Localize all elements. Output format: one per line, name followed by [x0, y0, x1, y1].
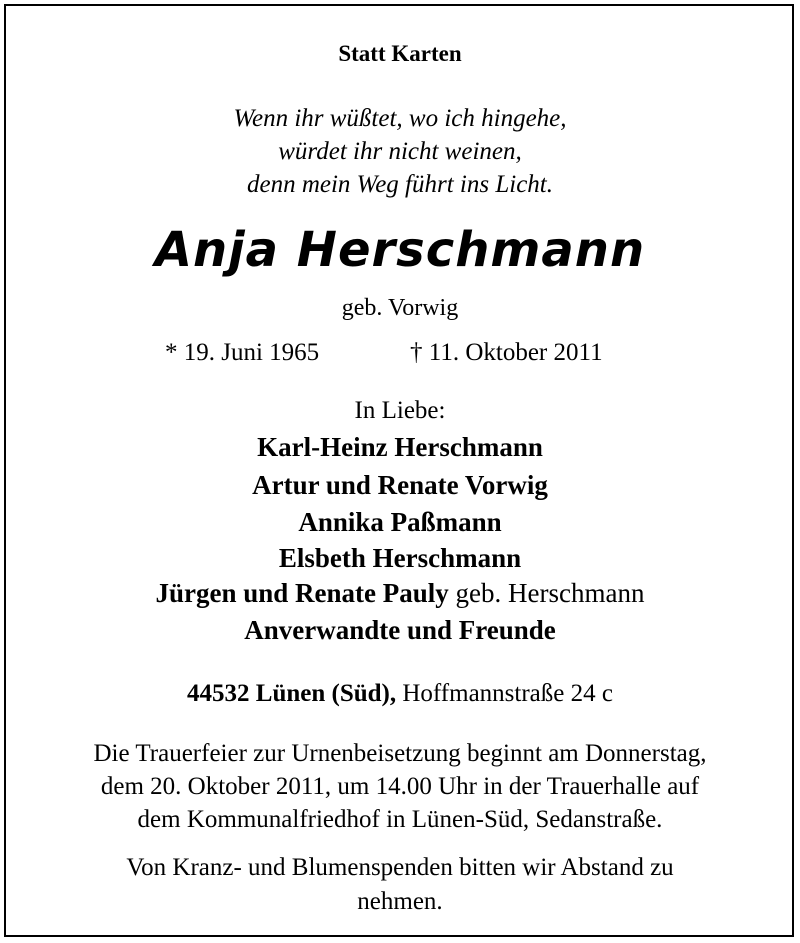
death-date: † 11. Oktober 2011 [410, 339, 603, 366]
birth-date: * 19. Juni 1965 [165, 339, 320, 366]
mourner-name: Elsbeth Herschmann [278, 543, 522, 573]
maiden-name: geb. Vorwig [341, 295, 459, 321]
mourner-name: Artur und Renate Vorwig [252, 470, 548, 500]
address-street: Hoffmannstraße 24 c [396, 680, 613, 707]
ceremony-line-3: dem Kommunalfriedhof in Lünen-Süd, Sedanstraße. [137, 806, 663, 833]
deceased-name: Anja Herschmann [154, 222, 646, 278]
verse-line-1: Wenn ihr wüßtet, wo ich hingehe, [233, 105, 567, 132]
mourners-intro: In Liebe: [354, 397, 446, 424]
mourner-name-with-suffix [0, 580, 800, 607]
verse-line-3: denn mein Weg führt ins Licht. [246, 171, 553, 198]
ceremony-line-2: dem 20. Oktober 2011, um 14.00 Uhr in der Trauerhalle auf [100, 773, 700, 800]
donation-note-line-1: Von Kranz- und Blumenspenden bitten wir Abstand zu [126, 854, 674, 881]
notice-header: Statt Karten [338, 41, 462, 66]
mourner-name: Anverwandte und Freunde [244, 615, 556, 645]
mourner-maiden-suffix: geb. Herschmann [448, 578, 645, 608]
mourner-name: Karl-Heinz Herschmann [257, 432, 543, 462]
ceremony-line-1: Die Trauerfeier zur Urnenbeisetzung beginnt am Donnerstag, [93, 740, 707, 767]
address-city: 44532 Lünen (Süd), [187, 680, 397, 707]
verse-line-2: würdet ihr nicht weinen, [278, 138, 522, 165]
donation-note-line-2: nehmen. [357, 888, 443, 915]
mourner-name: Jürgen und Renate Pauly [155, 578, 449, 608]
mourner-address [0, 681, 800, 706]
mourner-name: Annika Paßmann [298, 507, 502, 537]
